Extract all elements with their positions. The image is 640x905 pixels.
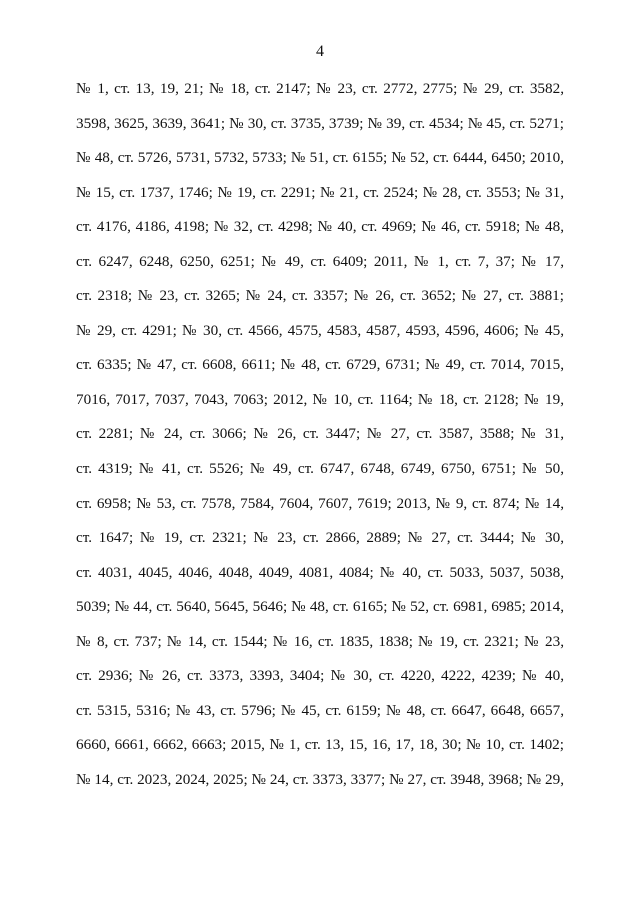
- text-line: 7016, 7017, 7037, 7043, 7063; 2012, № 10, ст. 1164; № 18, ст. 2128; № 19,: [76, 390, 564, 408]
- text-line: 3598, 3625, 3639, 3641; № 30, ст. 3735, 3739; № 39, ст. 4534; № 45, ст. 5271;: [76, 114, 564, 132]
- text-line: ст. 4319; № 41, ст. 5526; № 49, ст. 6747, 6748, 6749, 6750, 6751; № 50,: [76, 460, 564, 478]
- text-line: № 14, ст. 2023, 2024, 2025; № 24, ст. 3373, 3377; № 27, ст. 3948, 3968; № 29,: [76, 770, 564, 788]
- text-line: ст. 6335; № 47, ст. 6608, 6611; № 48, ст. 6729, 6731; № 49, ст. 7014, 7015,: [76, 356, 564, 374]
- text-line: ст. 6247, 6248, 6250, 6251; № 49, ст. 6409; 2011, № 1, ст. 7, 37; № 17,: [76, 252, 564, 270]
- text-line: ст. 2936; № 26, ст. 3373, 3393, 3404; № 30, ст. 4220, 4222, 4239; № 40,: [76, 667, 564, 685]
- page-number: 4: [316, 43, 324, 60]
- document-body: [76, 79, 564, 804]
- text-line: № 15, ст. 1737, 1746; № 19, ст. 2291; № 21, ст. 2524; № 28, ст. 3553; № 31,: [76, 183, 564, 201]
- text-line: 6660, 6661, 6662, 6663; 2015, № 1, ст. 13, 15, 16, 17, 18, 30; № 10, ст. 1402;: [76, 736, 564, 754]
- text-line: ст. 6958; № 53, ст. 7578, 7584, 7604, 7607, 7619; 2013, № 9, ст. 874; № 14,: [76, 494, 564, 512]
- text-line: ст. 5315, 5316; № 43, ст. 5796; № 45, ст. 6159; № 48, ст. 6647, 6648, 6657,: [76, 701, 564, 719]
- text-line: ст. 4176, 4186, 4198; № 32, ст. 4298; № 40, ст. 4969; № 46, ст. 5918; № 48,: [76, 218, 564, 236]
- text-line: 5039; № 44, ст. 5640, 5645, 5646; № 48, ст. 6165; № 52, ст. 6981, 6985; 2014,: [76, 598, 564, 616]
- text-line: ст. 2281; № 24, ст. 3066; № 26, ст. 3447; № 27, ст. 3587, 3588; № 31,: [76, 425, 564, 443]
- text-line: ст. 4031, 4045, 4046, 4048, 4049, 4081, 4084; № 40, ст. 5033, 5037, 5038,: [76, 563, 564, 581]
- text-line: ст. 1647; № 19, ст. 2321; № 23, ст. 2866, 2889; № 27, ст. 3444; № 30,: [76, 529, 564, 547]
- text-line: № 48, ст. 5726, 5731, 5732, 5733; № 51, ст. 6155; № 52, ст. 6444, 6450; 2010,: [76, 149, 564, 167]
- text-line: ст. 2318; № 23, ст. 3265; № 24, ст. 3357; № 26, ст. 3652; № 27, ст. 3881;: [76, 287, 564, 305]
- text-line: № 29, ст. 4291; № 30, ст. 4566, 4575, 4583, 4587, 4593, 4596, 4606; № 45,: [76, 321, 564, 339]
- text-line: № 1, ст. 13, 19, 21; № 18, ст. 2147; № 23, ст. 2772, 2775; № 29, ст. 3582,: [76, 80, 564, 97]
- text-line: № 8, ст. 737; № 14, ст. 1544; № 16, ст. 1835, 1838; № 19, ст. 2321; № 23,: [76, 632, 564, 650]
